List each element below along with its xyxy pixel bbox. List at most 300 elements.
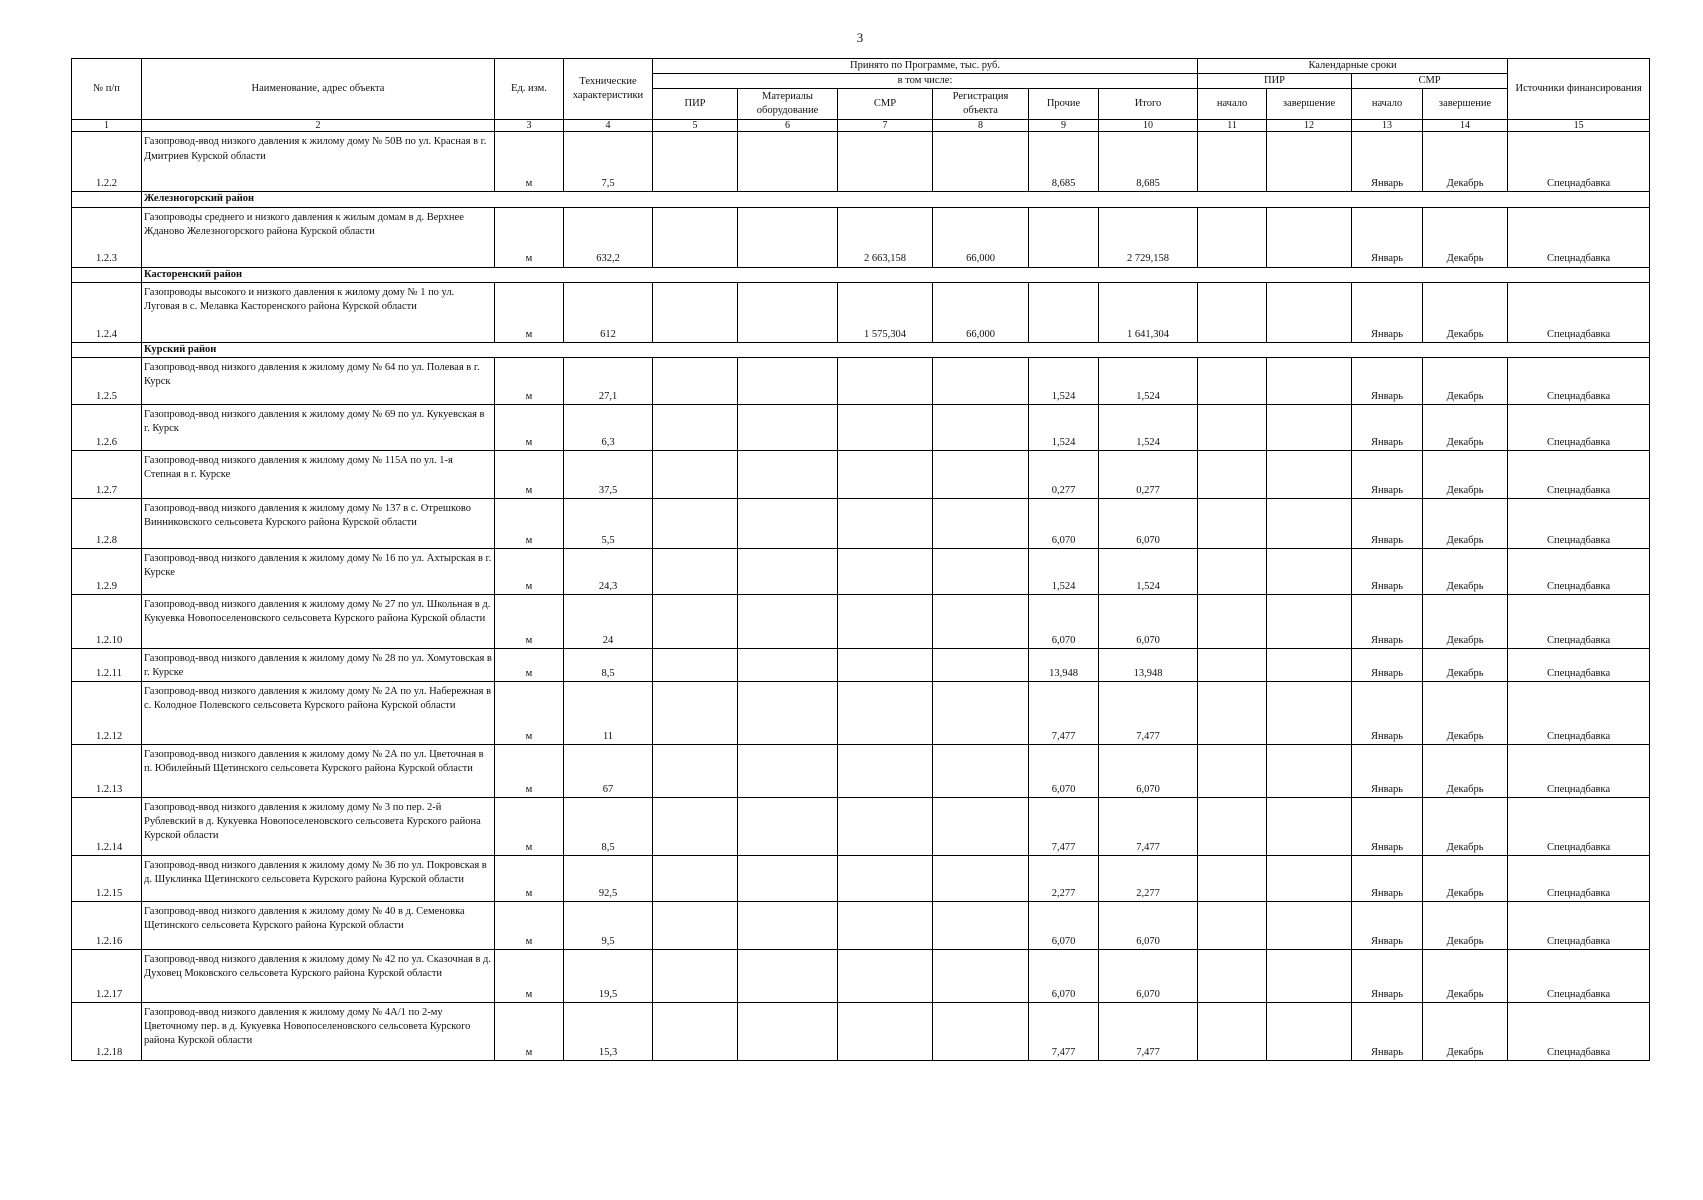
smr-start: Январь [1352,450,1423,498]
unit: м [495,855,564,901]
table-row [72,855,1650,901]
unit: м [495,132,564,192]
total-cost: 2 729,158 [1099,207,1198,267]
district-label: Касторенский район [142,267,1650,282]
smr-end: Декабрь [1423,681,1508,744]
row-number: 1.2.16 [72,901,142,949]
object-name: Газопровод-ввод низкого давления к жилому дому № 3 по пер. 2-й Рублевский в д. Кукуевка Новопоселеновского сельсовета Курского района Курской области [142,797,495,855]
smr-end: Декабрь [1423,132,1508,192]
row-number: 1.2.12 [72,681,142,744]
header-tech: Технические характеристики [564,59,653,120]
smr-cost [838,594,933,648]
district-label: Курский район [142,342,1650,357]
smr-end: Декабрь [1423,1002,1508,1060]
registration-cost [933,450,1029,498]
materials-cost [738,901,838,949]
pir-start [1198,901,1267,949]
object-name: Газопровод-ввод низкого давления к жилому дому № 16 по ул. Ахтырская в г. Курске [142,548,495,594]
other-cost: 7,477 [1029,797,1099,855]
object-name: Газопровод-ввод низкого давления к жилому дому № 36 по ул. Покровская в д. Шуклинка Щетинского сельсовета Курского района Курской области [142,855,495,901]
pir-end [1267,949,1352,1002]
registration-cost [933,681,1029,744]
total-cost: 7,477 [1099,797,1198,855]
column-number: 15 [1508,120,1650,132]
pir-start [1198,797,1267,855]
materials-cost [738,207,838,267]
pir-end [1267,450,1352,498]
smr-start: Январь [1352,797,1423,855]
materials-cost [738,498,838,548]
district-row [72,267,1650,282]
smr-end: Декабрь [1423,744,1508,797]
pir-end [1267,901,1352,949]
funding-source: Спецнадбавка [1508,132,1650,192]
table-body [72,132,1650,1061]
table-row [72,404,1650,450]
smr-cost [838,855,933,901]
table-row [72,744,1650,797]
pir-cost [653,594,738,648]
other-cost: 2,277 [1029,855,1099,901]
table-row [72,949,1650,1002]
pir-cost [653,1002,738,1060]
smr-start: Январь [1352,548,1423,594]
pir-cost [653,548,738,594]
smr-cost [838,648,933,681]
other-cost: 0,277 [1029,450,1099,498]
unit: м [495,797,564,855]
header-materials: Материалы оборудование [738,89,838,120]
unit: м [495,548,564,594]
other-cost: 7,477 [1029,1002,1099,1060]
row-number: 1.2.10 [72,594,142,648]
smr-cost: 2 663,158 [838,207,933,267]
header-num: № п/п [72,59,142,120]
pir-start [1198,949,1267,1002]
district-num-cell [72,267,142,282]
tech-characteristics: 632,2 [564,207,653,267]
object-name: Газопровод-ввод низкого давления к жилому дому № 4А/1 по 2-му Цветочному пер. в д. Кукуевка Новопоселеновского сельсовета Курского района Курской области [142,1002,495,1060]
funding-source: Спецнадбавка [1508,594,1650,648]
tech-characteristics: 8,5 [564,797,653,855]
column-number: 1 [72,120,142,132]
table-row [72,207,1650,267]
district-label: Железногорский район [142,192,1650,207]
total-cost: 0,277 [1099,450,1198,498]
total-cost: 13,948 [1099,648,1198,681]
tech-characteristics: 5,5 [564,498,653,548]
pir-cost [653,404,738,450]
pir-start [1198,594,1267,648]
header-calendar-group: Календарные сроки [1198,59,1508,74]
header-smr-start: начало [1352,89,1423,120]
smr-end: Декабрь [1423,207,1508,267]
column-number: 9 [1029,120,1099,132]
unit: м [495,594,564,648]
smr-cost [838,132,933,192]
pir-start [1198,855,1267,901]
header-registration: Регистрация объекта [933,89,1029,120]
smr-end: Декабрь [1423,901,1508,949]
tech-characteristics: 612 [564,282,653,342]
other-cost: 8,685 [1029,132,1099,192]
pir-cost [653,744,738,797]
funding-source: Спецнадбавка [1508,797,1650,855]
funding-source: Спецнадбавка [1508,357,1650,404]
smr-cost [838,901,933,949]
other-cost: 6,070 [1029,949,1099,1002]
pir-cost [653,901,738,949]
registration-cost [933,357,1029,404]
header-cal-pir: ПИР [1198,74,1352,89]
materials-cost [738,681,838,744]
other-cost: 6,070 [1029,901,1099,949]
other-cost: 6,070 [1029,744,1099,797]
pir-end [1267,548,1352,594]
smr-cost [838,744,933,797]
pir-start [1198,681,1267,744]
pir-cost [653,648,738,681]
materials-cost [738,949,838,1002]
smr-end: Декабрь [1423,498,1508,548]
column-number: 8 [933,120,1029,132]
pir-start [1198,450,1267,498]
other-cost: 6,070 [1029,498,1099,548]
smr-start: Январь [1352,744,1423,797]
materials-cost [738,648,838,681]
materials-cost [738,282,838,342]
object-name: Газопровод-ввод низкого давления к жилому дому № 28 по ул. Хомутовская в г. Курске [142,648,495,681]
table-row [72,498,1650,548]
table-row [72,901,1650,949]
row-number: 1.2.7 [72,450,142,498]
total-cost: 1,524 [1099,548,1198,594]
registration-cost [933,648,1029,681]
unit: м [495,498,564,548]
unit: м [495,282,564,342]
pir-start [1198,1002,1267,1060]
pir-cost [653,450,738,498]
materials-cost [738,450,838,498]
tech-characteristics: 37,5 [564,450,653,498]
smr-end: Декабрь [1423,282,1508,342]
header-incl: в том числе: [653,74,1198,89]
smr-end: Декабрь [1423,797,1508,855]
row-number: 1.2.4 [72,282,142,342]
smr-cost: 1 575,304 [838,282,933,342]
unit: м [495,681,564,744]
unit: м [495,1002,564,1060]
total-cost: 2,277 [1099,855,1198,901]
other-cost: 1,524 [1029,548,1099,594]
smr-start: Январь [1352,498,1423,548]
row-number: 1.2.2 [72,132,142,192]
table-row [72,797,1650,855]
funding-source: Спецнадбавка [1508,404,1650,450]
header-pir-start: начало [1198,89,1267,120]
district-row [72,192,1650,207]
object-name: Газопроводы среднего и низкого давления к жилым домам в д. Верхнее Жданово Железногорского района Курской области [142,207,495,267]
funding-source: Спецнадбавка [1508,681,1650,744]
registration-cost [933,949,1029,1002]
unit: м [495,207,564,267]
smr-start: Январь [1352,681,1423,744]
registration-cost [933,404,1029,450]
pir-end [1267,404,1352,450]
table-row [72,282,1650,342]
smr-start: Январь [1352,132,1423,192]
row-number: 1.2.18 [72,1002,142,1060]
smr-start: Январь [1352,282,1423,342]
column-number: 13 [1352,120,1423,132]
column-number: 11 [1198,120,1267,132]
smr-cost [838,404,933,450]
pir-start [1198,207,1267,267]
materials-cost [738,855,838,901]
smr-cost [838,949,933,1002]
tech-characteristics: 19,5 [564,949,653,1002]
row-number: 1.2.17 [72,949,142,1002]
total-cost: 7,477 [1099,1002,1198,1060]
object-name: Газопровод-ввод низкого давления к жилому дому № 42 по ул. Сказочная в д. Духовец Моковского сельсовета Курского района Курской области [142,949,495,1002]
pir-end [1267,207,1352,267]
pir-cost [653,855,738,901]
header-name: Наименование, адрес объекта [142,59,495,120]
other-cost: 7,477 [1029,681,1099,744]
pir-start [1198,404,1267,450]
materials-cost [738,357,838,404]
smr-start: Январь [1352,901,1423,949]
district-num-cell [72,192,142,207]
smr-start: Январь [1352,949,1423,1002]
object-name: Газопровод-ввод низкого давления к жилому дому № 64 по ул. Полевая в г. Курск [142,357,495,404]
tech-characteristics: 92,5 [564,855,653,901]
column-number: 5 [653,120,738,132]
funding-source: Спецнадбавка [1508,282,1650,342]
header-pir-end: завершение [1267,89,1352,120]
total-cost: 1 641,304 [1099,282,1198,342]
funding-source: Спецнадбавка [1508,207,1650,267]
other-cost [1029,282,1099,342]
registration-cost [933,744,1029,797]
column-number: 4 [564,120,653,132]
pir-end [1267,357,1352,404]
unit: м [495,357,564,404]
header-smr-end: завершение [1423,89,1508,120]
pir-cost [653,207,738,267]
unit: м [495,901,564,949]
tech-characteristics: 15,3 [564,1002,653,1060]
unit: м [495,450,564,498]
smr-start: Январь [1352,404,1423,450]
row-number: 1.2.5 [72,357,142,404]
row-number: 1.2.13 [72,744,142,797]
table-row [72,594,1650,648]
header-pir: ПИР [653,89,738,120]
funding-source: Спецнадбавка [1508,648,1650,681]
registration-cost [933,548,1029,594]
pir-end [1267,681,1352,744]
total-cost: 6,070 [1099,949,1198,1002]
funding-source: Спецнадбавка [1508,450,1650,498]
object-name: Газопровод-ввод низкого давления к жилому дому № 69 по ул. Кукуевская в г. Курск [142,404,495,450]
object-name: Газопровод-ввод низкого давления к жилому дому № 2А по ул. Набережная в с. Колодное Полевского сельсовета Курского района Курской области [142,681,495,744]
funding-source: Спецнадбавка [1508,548,1650,594]
smr-end: Декабрь [1423,648,1508,681]
registration-cost [933,498,1029,548]
smr-end: Декабрь [1423,594,1508,648]
pir-end [1267,1002,1352,1060]
total-cost: 8,685 [1099,132,1198,192]
header-unit: Ед. изм. [495,59,564,120]
pir-start [1198,744,1267,797]
funding-source: Спецнадбавка [1508,1002,1650,1060]
pir-end [1267,282,1352,342]
pir-cost [653,797,738,855]
header-other: Прочие [1029,89,1099,120]
total-cost: 6,070 [1099,901,1198,949]
header-total: Итого [1099,89,1198,120]
district-row [72,342,1650,357]
smr-start: Январь [1352,1002,1423,1060]
registration-cost: 66,000 [933,282,1029,342]
unit: м [495,404,564,450]
pir-end [1267,648,1352,681]
unit: м [495,648,564,681]
pir-end [1267,498,1352,548]
other-cost [1029,207,1099,267]
table-header [72,59,1650,132]
row-number: 1.2.3 [72,207,142,267]
table-row [72,548,1650,594]
smr-cost [838,1002,933,1060]
district-num-cell [72,342,142,357]
materials-cost [738,1002,838,1060]
tech-characteristics: 6,3 [564,404,653,450]
materials-cost [738,594,838,648]
column-number: 7 [838,120,933,132]
row-number: 1.2.9 [72,548,142,594]
column-number: 2 [142,120,495,132]
registration-cost [933,797,1029,855]
registration-cost [933,855,1029,901]
header-sources: Источники финансирования [1508,59,1650,120]
total-cost: 1,524 [1099,357,1198,404]
pir-cost [653,949,738,1002]
pir-cost [653,357,738,404]
row-number: 1.2.14 [72,797,142,855]
smr-cost [838,681,933,744]
total-cost: 1,524 [1099,404,1198,450]
funding-source: Спецнадбавка [1508,949,1650,1002]
registration-cost [933,132,1029,192]
pir-cost [653,681,738,744]
smr-start: Январь [1352,648,1423,681]
total-cost: 7,477 [1099,681,1198,744]
materials-cost [738,548,838,594]
smr-cost [838,548,933,594]
funding-source: Спецнадбавка [1508,901,1650,949]
object-name: Газопровод-ввод низкого давления к жилому дому № 115А по ул. 1-я Степная в г. Курске [142,450,495,498]
registration-cost [933,901,1029,949]
row-number: 1.2.6 [72,404,142,450]
tech-characteristics: 24,3 [564,548,653,594]
tech-characteristics: 11 [564,681,653,744]
tech-characteristics: 7,5 [564,132,653,192]
pir-end [1267,744,1352,797]
pir-end [1267,797,1352,855]
pir-cost [653,132,738,192]
object-name: Газопровод-ввод низкого давления к жилому дому № 2А по ул. Цветочная в п. Юбилейный Щетинского сельсовета Курского района Курской области [142,744,495,797]
pir-end [1267,594,1352,648]
smr-start: Январь [1352,207,1423,267]
pir-start [1198,548,1267,594]
total-cost: 6,070 [1099,498,1198,548]
row-number: 1.2.11 [72,648,142,681]
pir-start [1198,648,1267,681]
other-cost: 1,524 [1029,404,1099,450]
registration-cost: 66,000 [933,207,1029,267]
smr-start: Январь [1352,594,1423,648]
column-number: 3 [495,120,564,132]
header-smr: СМР [838,89,933,120]
smr-start: Январь [1352,855,1423,901]
column-number-row [72,120,1650,132]
table-row [72,681,1650,744]
registration-cost [933,1002,1029,1060]
funding-source: Спецнадбавка [1508,744,1650,797]
object-name: Газопровод-ввод низкого давления к жилому дому № 27 по ул. Школьная в д. Кукуевка Новопоселеновского сельсовета Курского района Курской области [142,594,495,648]
table-row [72,1002,1650,1060]
column-number: 10 [1099,120,1198,132]
row-number: 1.2.15 [72,855,142,901]
object-name: Газопровод-ввод низкого давления к жилому дому № 40 в д. Семеновка Щетинского сельсовета Курского района Курской области [142,901,495,949]
table-row [72,357,1650,404]
materials-cost [738,744,838,797]
column-number: 14 [1423,120,1508,132]
pir-start [1198,282,1267,342]
smr-cost [838,797,933,855]
registration-cost [933,594,1029,648]
smr-start: Январь [1352,357,1423,404]
program-table [71,58,1650,1061]
materials-cost [738,132,838,192]
tech-characteristics: 27,1 [564,357,653,404]
total-cost: 6,070 [1099,594,1198,648]
header-cal-smr: СМР [1352,74,1508,89]
other-cost: 1,524 [1029,357,1099,404]
funding-source: Спецнадбавка [1508,498,1650,548]
object-name: Газопровод-ввод низкого давления к жилому дому № 137 в с. Отрешково Винниковского сельсовета Курского района Курской области [142,498,495,548]
total-cost: 6,070 [1099,744,1198,797]
smr-end: Декабрь [1423,357,1508,404]
unit: м [495,744,564,797]
smr-end: Декабрь [1423,404,1508,450]
tech-characteristics: 8,5 [564,648,653,681]
pir-start [1198,498,1267,548]
smr-cost [838,498,933,548]
table-row [72,132,1650,192]
column-number: 6 [738,120,838,132]
tech-characteristics: 67 [564,744,653,797]
unit: м [495,949,564,1002]
materials-cost [738,404,838,450]
object-name: Газопровод-ввод низкого давления к жилому дому № 50В по ул. Красная в г. Дмитриев Курской области [142,132,495,192]
other-cost: 13,948 [1029,648,1099,681]
materials-cost [738,797,838,855]
header-program-group: Принято по Программе, тыс. руб. [653,59,1198,74]
pir-start [1198,132,1267,192]
